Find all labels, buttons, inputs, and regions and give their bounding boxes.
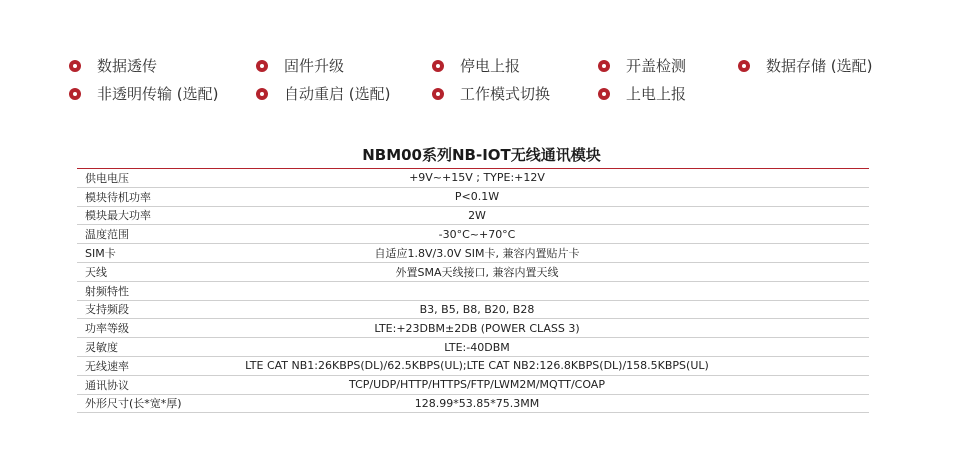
bullet-icon [432, 60, 444, 72]
row-label: 温度范围 [85, 228, 129, 242]
row-value: 外置SMA天线接口, 兼容内置天线 [395, 265, 559, 279]
bullet-icon [738, 60, 750, 72]
table-row [77, 282, 869, 301]
row-label: 模块最大功率 [85, 209, 151, 223]
row-value: P<0.1W [454, 190, 500, 204]
bullet-icon [598, 60, 610, 72]
row-label: 灵敏度 [85, 341, 118, 355]
feature-item [69, 55, 157, 76]
row-label: 模块待机功率 [85, 190, 151, 204]
table-row [77, 244, 869, 263]
bullet-icon [256, 88, 268, 100]
bullet-icon [69, 60, 81, 72]
table-row [77, 169, 869, 188]
table-row [77, 338, 869, 357]
feature-item [738, 55, 872, 76]
row-label: 外形尺寸(长*宽*厚) [85, 397, 182, 411]
table-row [77, 301, 869, 320]
bullet-icon [69, 88, 81, 100]
row-label: 射频特性 [85, 284, 129, 298]
row-value: +9V~+15V ; TYPE:+12V [409, 171, 545, 185]
feature-label: 停电上报 [460, 57, 521, 75]
table-row [77, 376, 869, 395]
row-value: 128.99*53.85*75.3MM [414, 396, 540, 410]
feature-item [256, 55, 344, 76]
feature-item [69, 83, 218, 104]
table-row [77, 319, 869, 338]
row-value: LTE:-40DBM [444, 340, 510, 354]
table-row [77, 207, 869, 226]
feature-item [432, 83, 550, 104]
bullet-icon [432, 88, 444, 100]
feature-label: 非透明传输 (选配) [97, 85, 219, 103]
row-value: 2W [468, 208, 486, 222]
feature-item [598, 55, 686, 76]
spec-table [77, 168, 869, 413]
row-label: 通讯协议 [85, 378, 129, 392]
feature-label: 工作模式切换 [460, 85, 551, 103]
feature-label: 上电上报 [626, 85, 687, 103]
feature-label: 固件升级 [284, 57, 345, 75]
row-value: LTE:+23DBM±2DB (POWER CLASS 3) [374, 321, 580, 335]
feature-label: 数据透传 [97, 57, 158, 75]
table-row [77, 357, 869, 376]
feature-label: 数据存储 (选配) [766, 57, 873, 75]
table-title: NBM00系列NB-IOT无线通讯模块 [362, 146, 601, 164]
row-label: SIM卡 [85, 247, 116, 261]
row-label: 无线速率 [85, 359, 129, 373]
table-row [77, 395, 869, 414]
feature-label: 自动重启 (选配) [284, 85, 391, 103]
row-value: 自适应1.8V/3.0V SIM卡, 兼容内置贴片卡 [374, 247, 580, 261]
feature-item [432, 55, 520, 76]
feature-label: 开盖检测 [626, 57, 687, 75]
row-value: B3, B5, B8, B20, B28 [419, 302, 535, 316]
row-value: LTE CAT NB1:26KBPS(DL)/62.5KBPS(UL);LTE CAT NB2:126.8KBPS(DL)/158.5KBPS(UL) [245, 359, 709, 373]
table-row [77, 263, 869, 282]
row-label: 供电电压 [85, 171, 129, 185]
row-label: 天线 [85, 265, 107, 279]
row-value: -30°C~+70°C [438, 227, 516, 241]
table-row [77, 225, 869, 244]
feature-item [598, 83, 686, 104]
bullet-icon [256, 60, 268, 72]
table-row [77, 188, 869, 207]
row-label: 功率等级 [85, 322, 129, 336]
feature-list [0, 0, 963, 120]
feature-item [256, 83, 390, 104]
row-label: 支持频段 [85, 303, 129, 317]
bullet-icon [598, 88, 610, 100]
row-value: TCP/UDP/HTTP/HTTPS/FTP/LWM2M/MQTT/COAP [349, 378, 605, 392]
